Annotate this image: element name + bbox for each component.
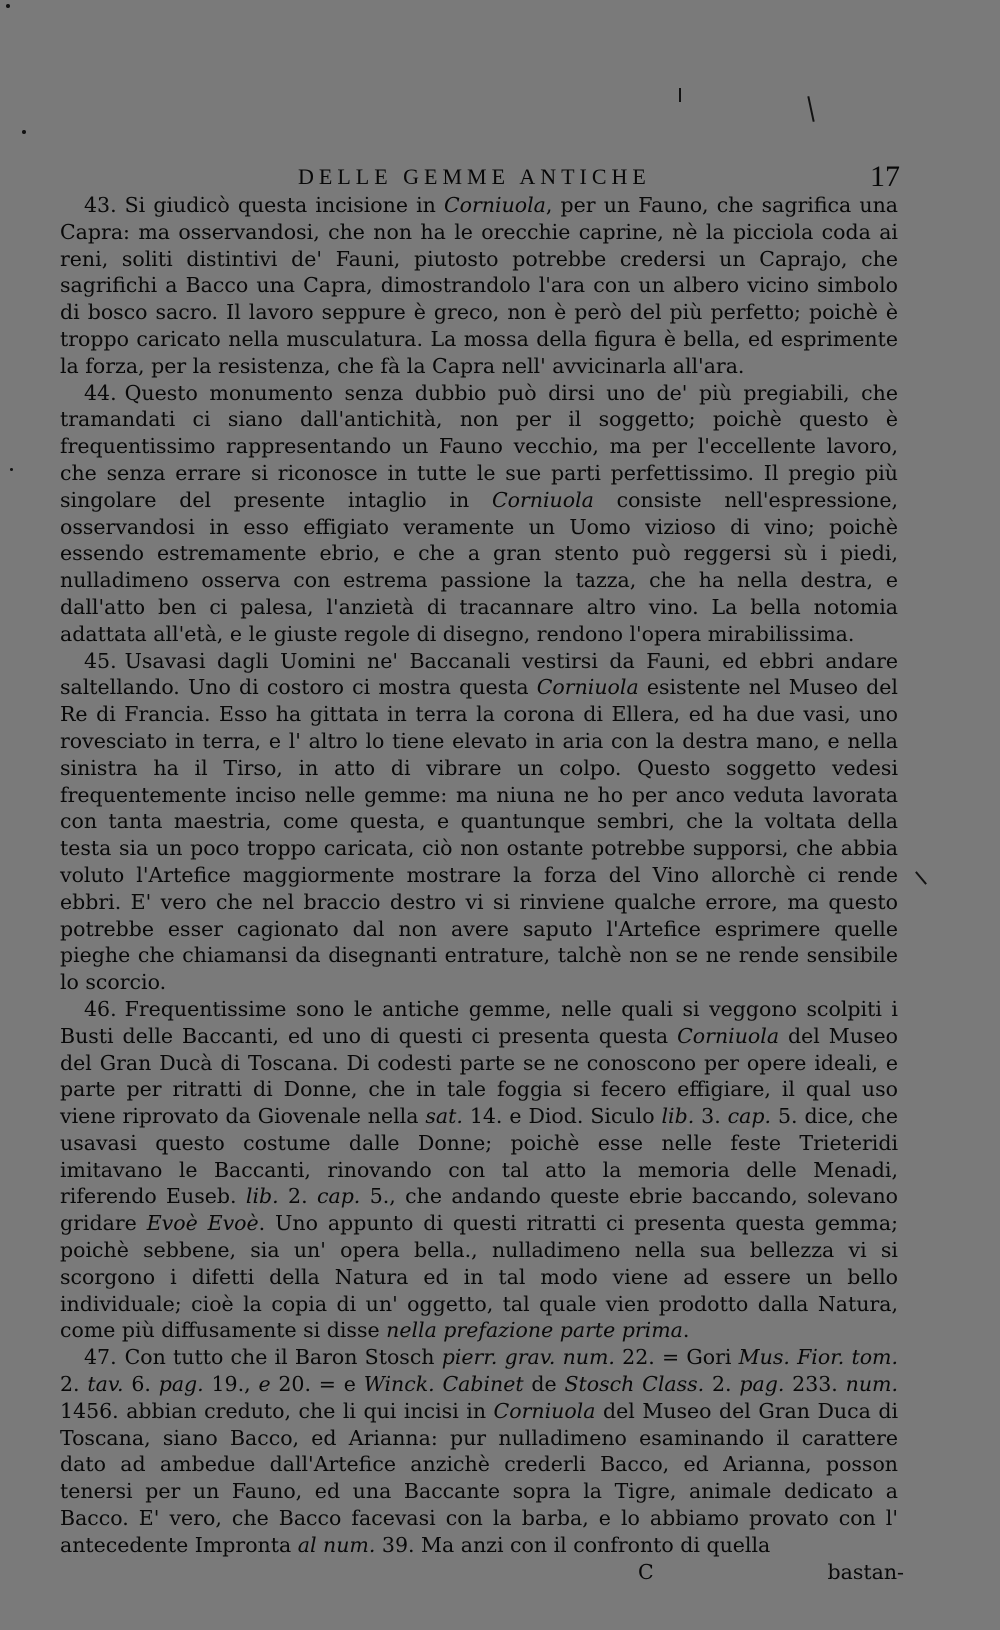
paragraph-number: 45. bbox=[84, 648, 117, 673]
text-segment: 6. bbox=[123, 1372, 159, 1397]
italic-text: tav. bbox=[87, 1372, 124, 1397]
paragraph-number: 47. bbox=[84, 1345, 117, 1370]
text-segment: Con tutto che il Baron Stosch bbox=[124, 1345, 442, 1370]
text-segment: Usavasi dagli Uomini ne' Baccanali vestirsi da Fauni, ed ebbri andare saltellando. Uno di costoro ci mostra questa bbox=[60, 648, 898, 700]
text-segment: 19., bbox=[203, 1372, 259, 1397]
text-segment: Questo monumento senza dubbio può dirsi uno de' più pregiabili, che tramandati ci siano dall'antichità, non per il soggetto; poichè questo è frequentissimo rappresentando un Fauno vecchio, ma per l'eccellente lavoro, che senza errare si riconosce in tutte le sue parti perfettissimo. Il pregio più singolare del presente intaglio in bbox=[60, 380, 898, 512]
italic-text: pag. bbox=[158, 1372, 204, 1397]
paragraph-number: 44. bbox=[84, 380, 117, 405]
italic-text: cap. bbox=[727, 1104, 772, 1129]
italic-text: pag. bbox=[739, 1372, 785, 1397]
italic-text: pierr. grav. num. bbox=[441, 1345, 615, 1370]
italic-text: lib. bbox=[245, 1184, 279, 1209]
text-segment: , per un Fauno, che sagrifica una Capra: ma osservandosi, che non ha le orecchie caprine, nè la picciola coda ai reni, soliti distintivi de' Fauni, piutosto potrebbe credersi un Caprajo, che sagrifichi a Bacco una Capra, dimostrandolo l'ara con un albero vicino simbolo di bosco sacro. Il lavoro seppure è greco, non è però del più perfetto; poichè è troppo caricato nella musculatura. La mossa della figura è bella, ed esprimente la forza, per la resistenza, che fà la Capra nell' avvicinarla all'ara. bbox=[60, 193, 898, 378]
book-page bbox=[60, 158, 904, 1585]
text-segment: 5., che andando queste ebrie baccando, solevano gridare bbox=[60, 1184, 898, 1236]
page-header bbox=[60, 158, 898, 192]
text-segment: esistente nel Museo del Re di Francia. Esso ha gittata in terra la corona di Ellera, ed ha due vasi, uno rovesciato in terra, e l' altro lo tiene elevato in aria con la destra mano, e nella sinistra ha il Tirso, in atto di vibrare un colpo. Questo soggetto vedesi frequentemente inciso nelle gemme: ma niuna ne ho per anco veduta lavorata con tanta maestria, come questa, e quantunque sembri, che la voltata della testa sia un poco troppo caricata, ciò non ostante potrebbe supporsi, che abbia voluto l'Artefice maggiormente mostrare la forza del Vino allorchè ci rende ebbri. E' vero che nel braccio destro vi si rinviene qualche errore, ma questo potrebbe esser cagionato dal non avere saputo l'Artefice esprimere quelle pieghe che chiamansi da disegnanti entrature, talchè non se ne rende sensibile lo scorcio. bbox=[60, 675, 898, 995]
scan-speck bbox=[6, 4, 10, 8]
catchword: bastan- bbox=[827, 1559, 904, 1584]
text-segment: 5. dice, che usavasi questo costume dalle Donne; poichè esse nelle feste Trieteridi imitavano le Baccanti, rinovando con tal atto la memoria delle Menadi, riferendo Euseb. bbox=[60, 1104, 899, 1209]
page-number: 17 bbox=[870, 160, 900, 193]
italic-text: num. bbox=[845, 1372, 899, 1397]
scan-mark bbox=[807, 96, 814, 122]
text-segment: 2. bbox=[60, 1372, 88, 1397]
paragraph bbox=[60, 648, 898, 996]
running-title: DELLE GEMME ANTICHE bbox=[298, 164, 651, 189]
scan-speck bbox=[22, 130, 26, 134]
text-segment: del Museo del Gran Duca di Toscana, siano Bacco, ed Arianna: pur nulladimeno esaminando il carattere dato ad ambedue dall'Artefice anzichè crederli Bacco, ed Arianna, posson tenersi per un Fauno, ed una Baccante sopra la Tigre, animale dedicato a Bacco. E' vero, che Bacco facevasi con la barba, e lo abbiamo provato con l' antecedente Impronta bbox=[60, 1398, 898, 1557]
text-segment: 3. bbox=[694, 1104, 728, 1129]
italic-text: Corniuola bbox=[677, 1023, 780, 1048]
body-text bbox=[60, 192, 898, 1559]
scan-mark bbox=[915, 871, 927, 885]
text-segment: 39. Ma anzi con il confronto di quella bbox=[375, 1532, 771, 1557]
text-segment: 233. bbox=[784, 1372, 846, 1397]
italic-text: sat. bbox=[425, 1104, 463, 1129]
italic-text: Corniuola bbox=[536, 675, 639, 700]
text-segment: . bbox=[682, 1318, 690, 1343]
italic-text: lib. bbox=[661, 1104, 695, 1129]
paragraph bbox=[60, 380, 898, 648]
signature-mark: C bbox=[638, 1559, 654, 1584]
text-segment: 1456. abbian creduto, che li qui incisi in bbox=[60, 1398, 494, 1423]
text-segment: 22. = Gori bbox=[614, 1345, 739, 1370]
italic-text: Corniuola bbox=[443, 193, 546, 217]
italic-text: Corniuola bbox=[491, 487, 594, 512]
italic-text: al num. bbox=[297, 1532, 376, 1557]
italic-text: Evoè Evoè bbox=[146, 1211, 259, 1236]
text-segment: del Museo del Gran Ducà di Toscana. Di codesti parte se ne conoscono per opere ideali, e parte per ritratti di Donne, che in tale foggia si fecero effigiare, il qual uso viene riprovato da Giovenale nella bbox=[60, 1023, 898, 1129]
text-segment: 2. bbox=[704, 1372, 740, 1397]
text-segment: . Uno appunto di questi ritratti ci presenta questa gemma; poichè sebbene, sia un' opera bella., nulladimeno nella sua bellezza vi si scorgono i difetti della Natura ed in tal modo viene ad essere un bello individuale; cioè la copia di un' oggetto, tal quale vien prodotto dalla Natura, come più diffusamente si disse bbox=[60, 1211, 898, 1343]
scan-speck bbox=[10, 468, 13, 471]
italic-text: Stosch Class. bbox=[564, 1372, 705, 1397]
scan-mark bbox=[679, 88, 681, 102]
paragraph-number: 43. bbox=[84, 193, 117, 217]
italic-text: Corniuola bbox=[493, 1398, 596, 1423]
text-segment: 2. bbox=[278, 1184, 317, 1209]
paragraph-number: 46. bbox=[84, 996, 117, 1021]
paragraph bbox=[60, 1344, 898, 1558]
text-segment: Frequentissime sono le antiche gemme, nelle quali si veggono scolpiti i Busti delle Baccanti, ed uno di questi ci presenta questa bbox=[60, 996, 898, 1048]
text-segment: Si giudicò questa incisione in bbox=[124, 193, 444, 217]
text-segment: consiste nell'espressione, osservandosi in esso effigiato veramente un Uomo vizioso di vino; poichè essendo estremamente ebrio, e che a gran stento può reggersi sù i piedi, nulladimeno osserva con estrema passione la tazza, che ha nella destra, e dall'atto ben ci palesa, l'anzietà di tracannare altro vino. La bella notomia adattata all'età, e le giuste regole di disegno, rendono l'opera mirabilissima. bbox=[60, 487, 899, 646]
text-segment: 14. e Diod. Siculo bbox=[462, 1104, 662, 1129]
text-segment: de bbox=[523, 1372, 565, 1397]
italic-text: nella prefazione parte prima bbox=[386, 1318, 683, 1343]
text-segment: 20. = e bbox=[270, 1372, 364, 1397]
italic-text: Winck. Cabinet bbox=[363, 1372, 524, 1397]
page-footer bbox=[60, 1559, 904, 1585]
paragraph bbox=[60, 996, 898, 1344]
italic-text: cap. bbox=[316, 1184, 361, 1209]
paragraph bbox=[60, 192, 898, 380]
italic-text: Mus. Fior. tom. bbox=[738, 1345, 898, 1370]
italic-text: e bbox=[258, 1372, 271, 1397]
